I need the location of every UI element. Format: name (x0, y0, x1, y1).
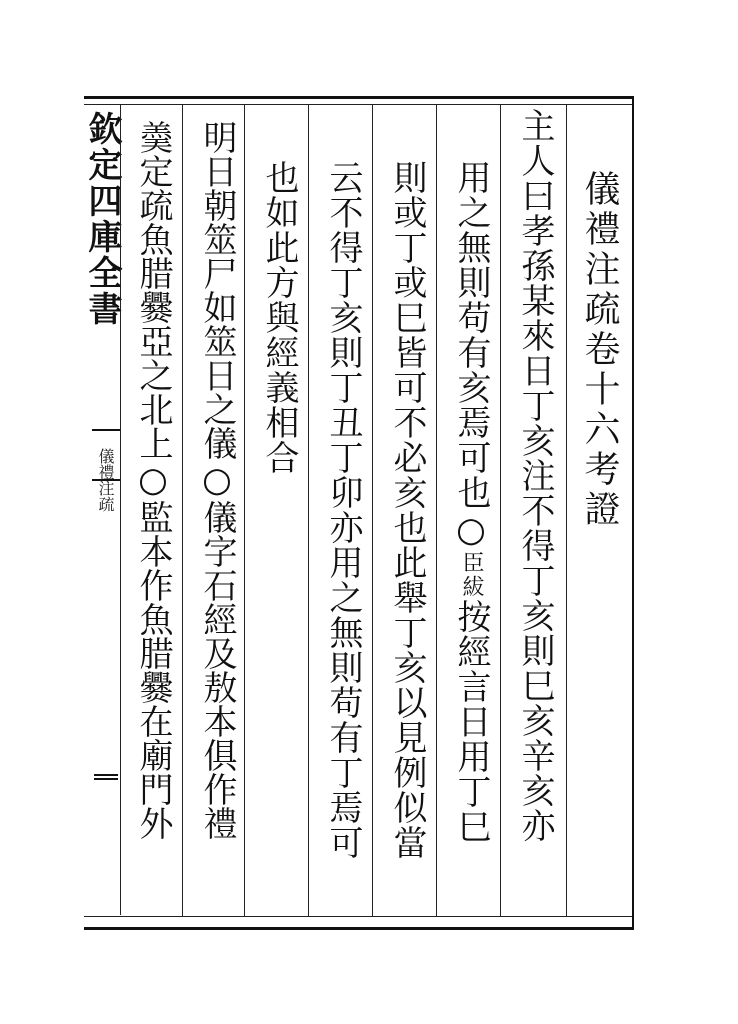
page-number-stroke (94, 774, 118, 776)
column-text-part: 用之無則苟有亥焉可也○ (451, 160, 491, 551)
book-label: 儀禮注疏 (96, 448, 115, 512)
text-column-7 (186, 120, 248, 926)
text-column-5 (312, 160, 374, 966)
column-text: 主人曰孝孫某來日丁亥注不得丁亥則巳亥辛亥亦 (515, 108, 555, 843)
column-text (440, 160, 502, 844)
text-column-4 (376, 160, 438, 966)
column-text: 也如此方與經義相合 (259, 160, 299, 475)
collection-title: 欽定四庫全書 (82, 111, 122, 327)
column-text-part: 按經言日用丁巳 (451, 599, 491, 844)
text-column-8 (122, 120, 184, 926)
column-text: 羮定疏魚腊爨亞之北上○監本作魚腊爨在廟門外 (133, 120, 173, 840)
column-text: 則或丁或巳皆可不必亥也此舉丁亥以見例似當 (387, 160, 427, 860)
column-rule (566, 105, 567, 916)
text-column-1 (568, 170, 630, 976)
chapter-title: 儀禮注疏卷十六考證 (579, 170, 620, 530)
column-text: 云不得丁亥則丁丑丁卯亦用之無則苟有丁焉可 (323, 160, 363, 860)
margin-divider (120, 105, 121, 915)
page-number-stroke (94, 778, 118, 780)
text-column-3 (440, 160, 502, 966)
text-column-2 (504, 108, 566, 914)
page-number (94, 772, 118, 784)
frame-top-rule (84, 104, 632, 105)
editor-note: 臣紱 (459, 551, 484, 599)
text-column-6 (248, 160, 310, 966)
column-text: 明日朝筮尸如筮日之儀○儀字石經及敖本俱作禮 (197, 120, 237, 840)
